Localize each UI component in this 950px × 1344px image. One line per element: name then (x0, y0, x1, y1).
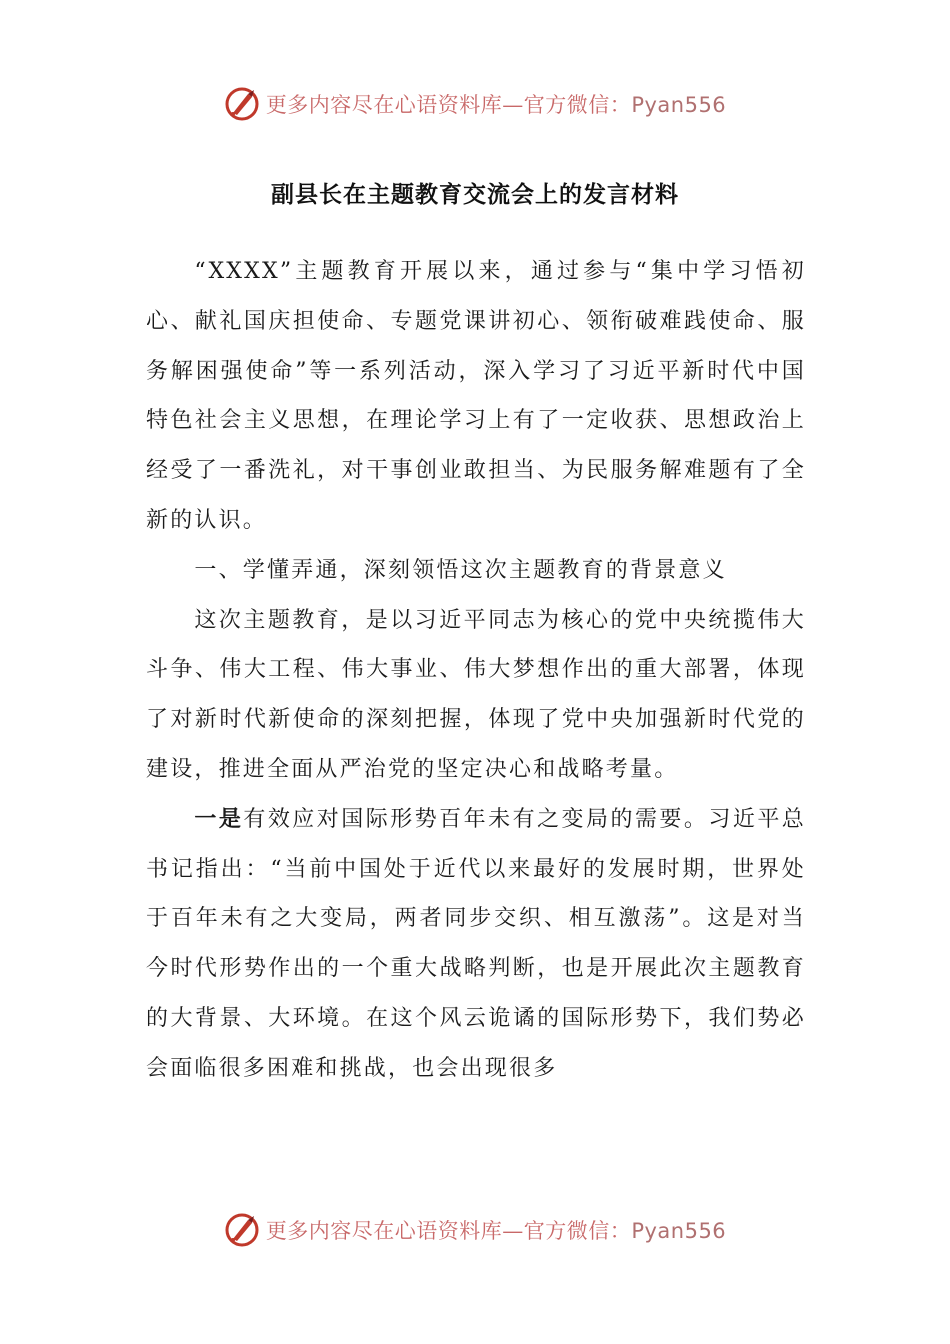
quill-pen-logo-icon (224, 1212, 260, 1248)
footer-banner (0, 1210, 950, 1250)
section-heading-1: 一、学懂弄通，深刻领悟这次主题教育的背景意义 (194, 557, 727, 583)
paragraph-intro: “XXXX”主题教育开展以来，通过参与“集中学习悟初心、献礼国庆担使命、专题党课讲初心、领衔破难践使命、服务解困强使命”等一系列活动，深入学习了习近平新时代中国特色社会主义思想，在理论学习上有了一定收获、思想政治上经受了一番洗礼，对干事创业敢担当、为民服务解难题有了全新的认识。 (146, 259, 806, 533)
point-one-text: 有效应对国际形势百年未有之变局的需要。习近平总书记指出：“当前中国处于近代以来最好的发展时期，世界处于百年未有之大变局，两者同步交织、相互激荡”。这是对当今时代形势作出的一个重大战略判断，也是开展此次主题教育的大背景、大环境。在这个风云诡谲的国际形势下，我们势必会面临很多困难和挑战，也会出现很多 (146, 806, 806, 1081)
quill-pen-logo-icon (224, 86, 260, 122)
banner-text: 更多内容尽在心语资料库—官方微信：Pyan556 (265, 93, 727, 117)
document-title: 副县长在主题教育交流会上的发言材料 (271, 182, 679, 208)
document-body (146, 247, 806, 1094)
header-banner (0, 84, 950, 124)
banner-text: 更多内容尽在心语资料库—官方微信：Pyan556 (265, 1219, 727, 1243)
wechat-id: Pyan556 (631, 1219, 727, 1243)
point-one-lead: 一是 (194, 805, 244, 832)
paragraph-background: 这次主题教育，是以习近平同志为核心的党中央统揽伟大斗争、伟大工程、伟大事业、伟大梦想作出的重大部署，体现了对新时代新使命的深刻把握，体现了党中央加强新时代党的建设，推进全面从严治党的坚定决心和战略考量。 (146, 607, 806, 782)
paragraph-point-one (146, 795, 806, 1094)
wechat-id: Pyan556 (631, 93, 727, 117)
